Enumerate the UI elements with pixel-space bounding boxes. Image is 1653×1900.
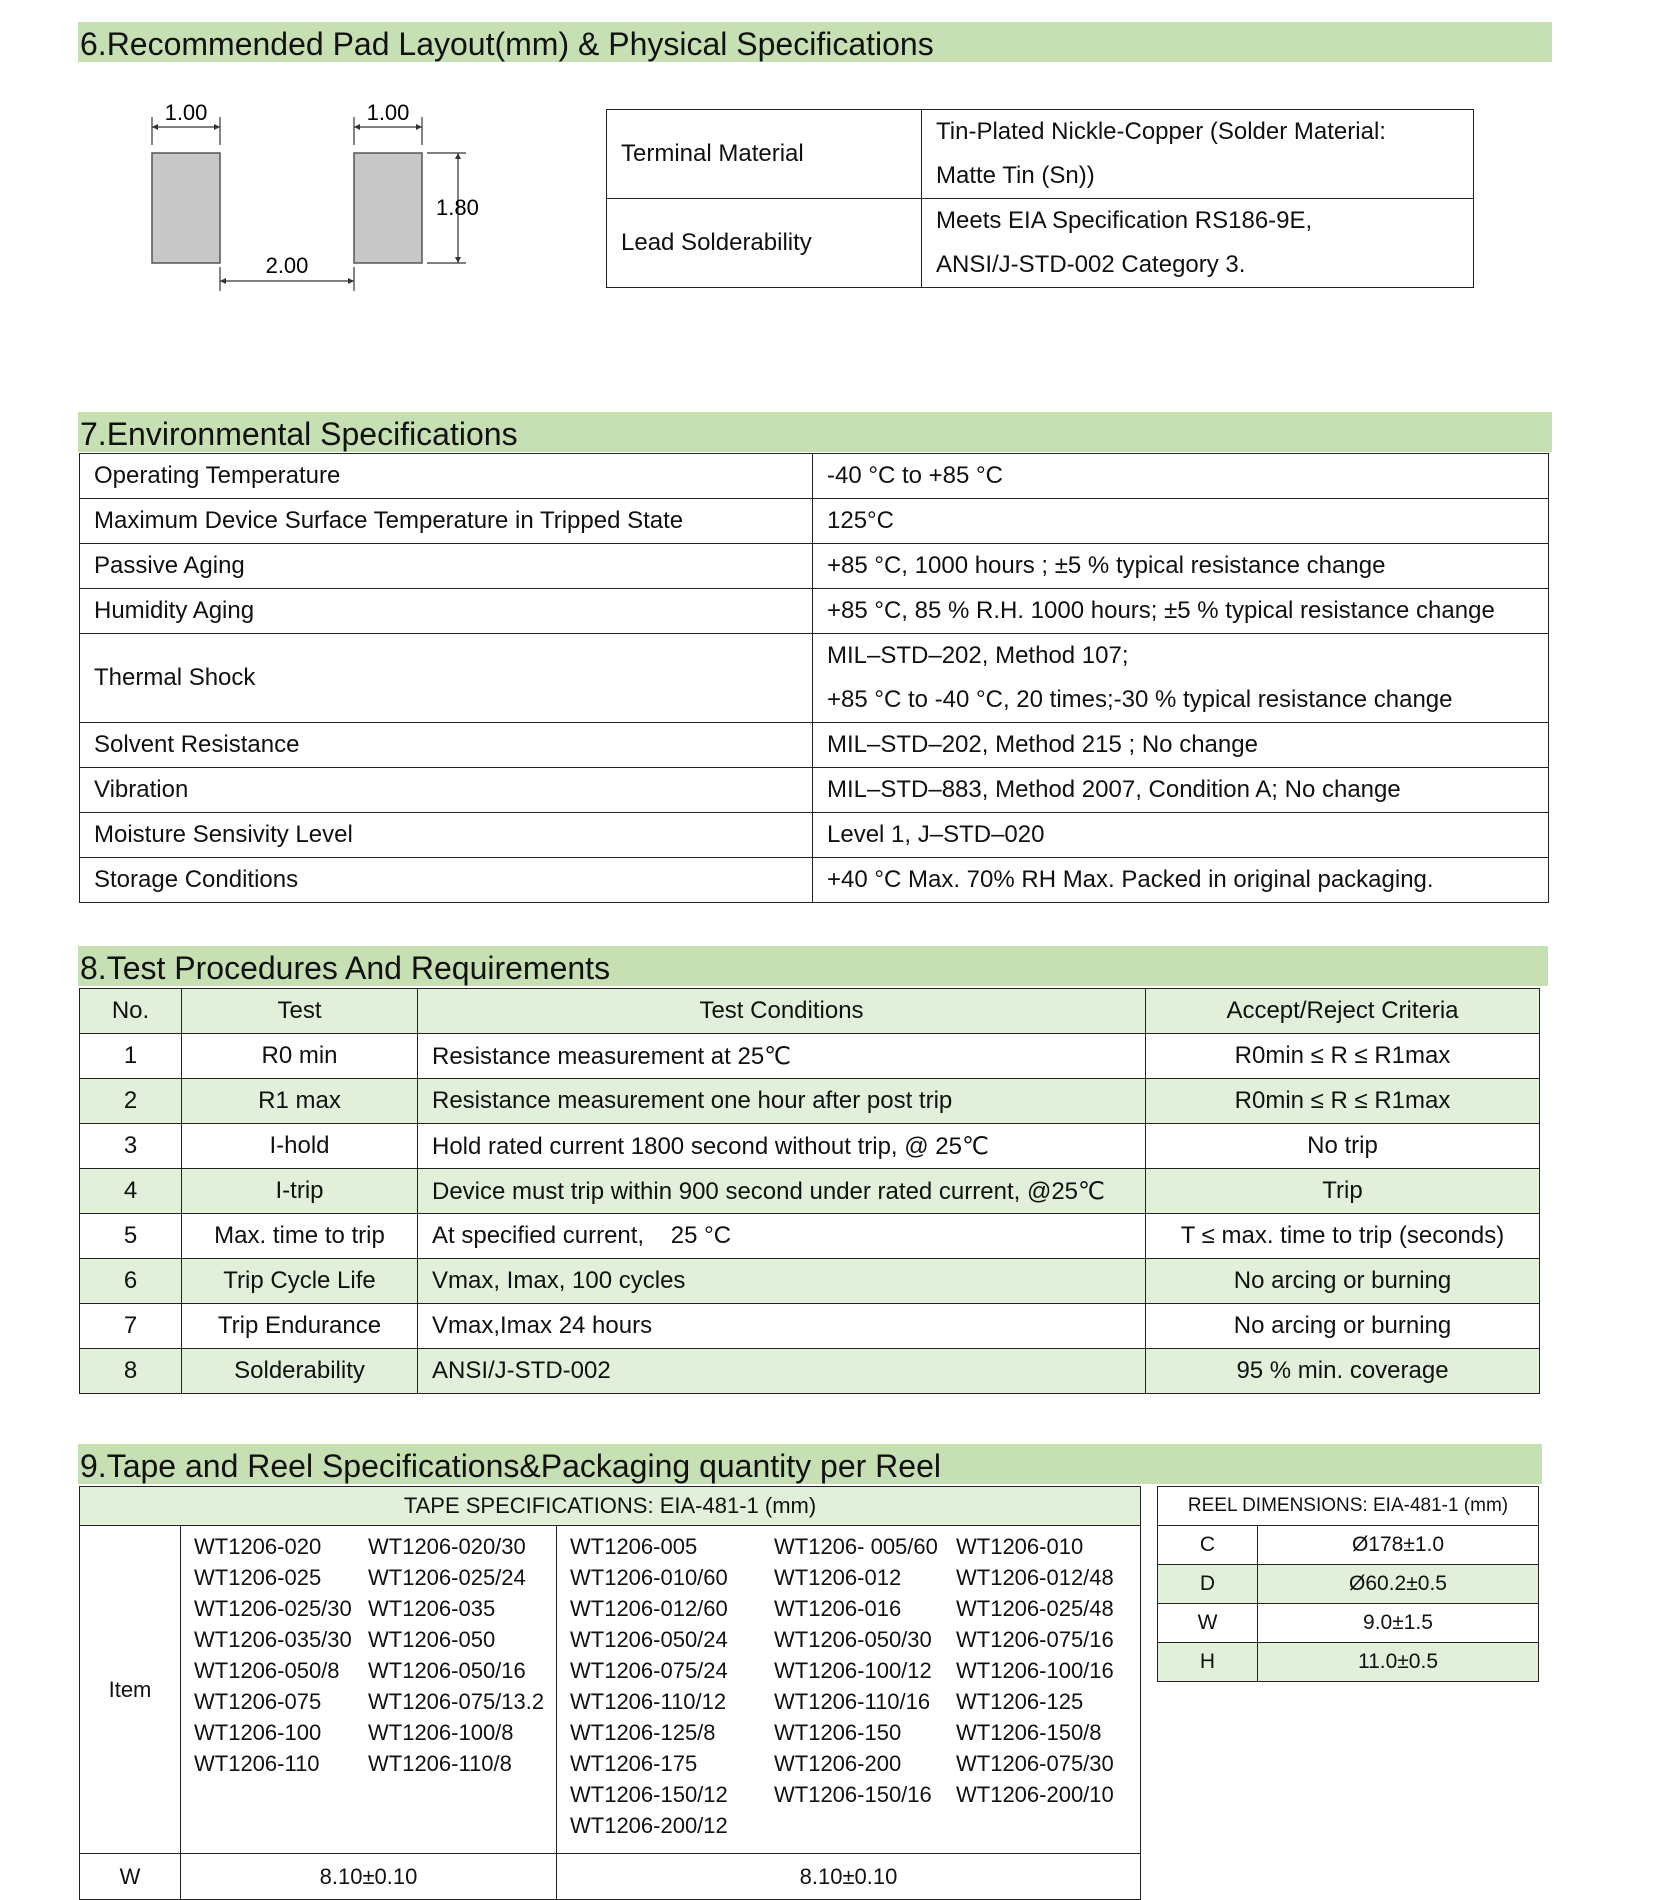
pad-height-label: 1.80 — [436, 195, 479, 220]
cell-test: Solderability — [182, 1349, 418, 1394]
cell-no: 6 — [80, 1259, 182, 1304]
cell-criteria: R0min ≤ R ≤ R1max — [1146, 1034, 1540, 1079]
reel-dim-key: C — [1158, 1526, 1258, 1565]
part-number: WT1206-075/30 — [956, 1751, 1114, 1776]
table-row — [80, 499, 1549, 544]
env-label: Storage Conditions — [80, 858, 813, 903]
env-label: Humidity Aging — [80, 589, 813, 634]
item-label: Item — [80, 1526, 181, 1854]
part-number: WT1206-075/16 — [956, 1627, 1114, 1652]
part-number: WT1206-050/8 — [194, 1658, 340, 1683]
section-8-title: 8.Test Procedures And Requirements — [78, 946, 1548, 986]
part-number: WT1206-175 — [570, 1751, 698, 1776]
table-row — [80, 768, 1549, 813]
col-header-test: Test — [182, 989, 418, 1034]
part-number — [774, 1810, 956, 1841]
part-number: WT1206-005 — [570, 1534, 698, 1559]
part-number: WT1206-110/12 — [570, 1689, 727, 1714]
cell-conditions: Vmax,Imax 24 hours — [418, 1304, 1146, 1349]
table-row — [1158, 1526, 1539, 1565]
table-header-row — [80, 1487, 1141, 1526]
env-label: Solvent Resistance — [80, 723, 813, 768]
part-number: WT1206-150/16 — [774, 1782, 932, 1807]
reel-dim-key: D — [1158, 1565, 1258, 1604]
test-procedures-table — [79, 988, 1540, 1394]
table-header-row — [80, 989, 1540, 1034]
cell-criteria: No arcing or burning — [1146, 1259, 1540, 1304]
table-row — [607, 199, 1474, 288]
spec-value-line: Matte Tin (Sn)) — [936, 162, 1095, 189]
env-value: +40 °C Max. 70% RH Max. Packed in original packaging. — [813, 858, 1549, 903]
part-number: WT1206- 005/60 — [774, 1534, 938, 1559]
env-value: Level 1, J–STD–020 — [813, 813, 1549, 858]
part-number: WT1206-110/16 — [774, 1689, 931, 1714]
cell-no: 4 — [80, 1169, 182, 1214]
part-number: WT1206-200/10 — [956, 1782, 1114, 1807]
part-number — [956, 1810, 1126, 1841]
left-pad — [152, 153, 220, 263]
part-number: WT1206-050 — [368, 1627, 496, 1652]
right-pad — [354, 153, 422, 263]
col-header-no: No. — [80, 989, 182, 1034]
cell-no: 3 — [80, 1124, 182, 1169]
pad-width-left-label: 1.00 — [164, 100, 208, 125]
part-number: WT1206-012 — [774, 1565, 902, 1590]
item-list-right — [557, 1526, 1141, 1854]
part-number: WT1206-020/30 — [368, 1534, 526, 1559]
part-number: WT1206-050/16 — [368, 1658, 526, 1683]
cell-no: 7 — [80, 1304, 182, 1349]
env-label: Operating Temperature — [80, 454, 813, 499]
cell-test: I-hold — [182, 1124, 418, 1169]
cell-conditions: At specified current, 25 °C — [418, 1214, 1146, 1259]
reel-header: REEL DIMENSIONS: EIA-481-1 (mm) — [1158, 1487, 1539, 1526]
table-row — [607, 110, 1474, 199]
table-header-row — [1158, 1487, 1539, 1526]
env-value: MIL–STD–883, Method 2007, Condition A; No change — [813, 768, 1549, 813]
part-number: WT1206-100/12 — [774, 1658, 932, 1683]
part-number: WT1206-200/12 — [570, 1813, 728, 1838]
part-number: WT1206-050/30 — [774, 1627, 932, 1652]
tape-spec-table — [79, 1486, 1141, 1900]
table-row — [80, 1079, 1540, 1124]
section-7-title: 7.Environmental Specifications — [78, 412, 1552, 452]
cell-test: Trip Cycle Life — [182, 1259, 418, 1304]
reel-dim-value: Ø178±1.0 — [1258, 1526, 1539, 1565]
cell-no: 8 — [80, 1349, 182, 1394]
section-9-title: 9.Tape and Reel Specifications&Packaging quantity per Reel — [78, 1444, 1542, 1484]
env-value: +85 °C, 85 % R.H. 1000 hours; ±5 % typical resistance change — [813, 589, 1549, 634]
cell-test: R0 min — [182, 1034, 418, 1079]
cell-criteria: Trip — [1146, 1169, 1540, 1214]
table-row — [80, 454, 1549, 499]
part-number: WT1206-110/8 — [368, 1751, 512, 1776]
env-label: Vibration — [80, 768, 813, 813]
part-number: WT1206-012/60 — [570, 1596, 728, 1621]
table-row — [80, 1214, 1540, 1259]
table-row — [80, 813, 1549, 858]
cell-criteria: R0min ≤ R ≤ R1max — [1146, 1079, 1540, 1124]
table-row — [80, 589, 1549, 634]
table-row — [80, 1034, 1540, 1079]
part-number: WT1206-125/8 — [570, 1720, 716, 1745]
pad-layout-diagram — [140, 95, 480, 295]
part-number: WT1206-025 — [194, 1565, 322, 1590]
pad-gap-label: 2.00 — [265, 253, 309, 278]
cell-test: I-trip — [182, 1169, 418, 1214]
env-label: Passive Aging — [80, 544, 813, 589]
cell-test: Trip Endurance — [182, 1304, 418, 1349]
cell-criteria: T ≤ max. time to trip (seconds) — [1146, 1214, 1540, 1259]
cell-criteria: 95 % min. coverage — [1146, 1349, 1540, 1394]
part-number: WT1206-025/24 — [368, 1565, 526, 1590]
cell-no: 2 — [80, 1079, 182, 1124]
cell-test: R1 max — [182, 1079, 418, 1124]
part-number: WT1206-200 — [774, 1751, 902, 1776]
spec-value-line: Tin-Plated Nickle-Copper (Solder Material: — [936, 118, 1386, 145]
reel-dim-value: 9.0±1.5 — [1258, 1604, 1539, 1643]
reel-dimensions-table — [1157, 1486, 1539, 1682]
spec-label: Terminal Material — [607, 110, 922, 199]
environmental-spec-table — [79, 453, 1549, 903]
table-row — [1158, 1643, 1539, 1682]
w-label: W — [80, 1854, 181, 1900]
spec-label: Lead Solderability — [607, 199, 922, 288]
col-header-conditions: Test Conditions — [418, 989, 1146, 1034]
part-number: WT1206-010 — [956, 1534, 1084, 1559]
env-label: Moisture Sensivity Level — [80, 813, 813, 858]
part-number: WT1206-150/12 — [570, 1782, 728, 1807]
env-value: 125°C — [813, 499, 1549, 544]
tape-header: TAPE SPECIFICATIONS: EIA-481-1 (mm) — [80, 1487, 1141, 1526]
item-list-left — [181, 1526, 557, 1854]
part-number: WT1206-110 — [194, 1751, 320, 1776]
part-number: WT1206-150/8 — [956, 1720, 1102, 1745]
env-label: Maximum Device Surface Temperature in Tripped State — [80, 499, 813, 544]
cell-conditions: ANSI/J-STD-002 — [418, 1349, 1146, 1394]
table-row — [80, 544, 1549, 589]
table-row — [80, 723, 1549, 768]
cell-conditions: Hold rated current 1800 second without trip, @ 25℃ — [418, 1124, 1146, 1169]
reel-dim-key: W — [1158, 1604, 1258, 1643]
part-number: WT1206-035/30 — [194, 1627, 352, 1652]
env-value-line: MIL–STD–202, Method 107; — [827, 642, 1129, 669]
cell-conditions: Device must trip within 900 second under rated current, @25℃ — [418, 1169, 1146, 1214]
cell-conditions: Resistance measurement one hour after post trip — [418, 1079, 1146, 1124]
col-header-criteria: Accept/Reject Criteria — [1146, 989, 1540, 1034]
part-number: WT1206-125 — [956, 1689, 1084, 1714]
part-number: WT1206-012/48 — [956, 1565, 1114, 1590]
table-row — [80, 858, 1549, 903]
cell-no: 1 — [80, 1034, 182, 1079]
part-number: WT1206-010/60 — [570, 1565, 728, 1590]
reel-dim-value: 11.0±0.5 — [1258, 1643, 1539, 1682]
reel-dim-key: H — [1158, 1643, 1258, 1682]
cell-criteria: No trip — [1146, 1124, 1540, 1169]
part-number: WT1206-025/48 — [956, 1596, 1114, 1621]
env-value: -40 °C to +85 °C — [813, 454, 1549, 499]
part-number: WT1206-035 — [368, 1596, 496, 1621]
table-row — [1158, 1604, 1539, 1643]
w-value-left: 8.10±0.10 — [181, 1854, 557, 1900]
part-number: WT1206-025/30 — [194, 1596, 352, 1621]
part-number: WT1206-100/16 — [956, 1658, 1114, 1683]
cell-no: 5 — [80, 1214, 182, 1259]
section-6-title: 6.Recommended Pad Layout(mm) & Physical Specifications — [78, 22, 1552, 62]
table-row — [1158, 1565, 1539, 1604]
table-row — [80, 1169, 1540, 1214]
part-number: WT1206-016 — [774, 1596, 902, 1621]
part-number: WT1206-075/13.2 — [368, 1689, 545, 1714]
spec-value-line: ANSI/J-STD-002 Category 3. — [936, 251, 1246, 278]
cell-conditions: Resistance measurement at 25℃ — [418, 1034, 1146, 1079]
table-row — [80, 1526, 1141, 1854]
env-label: Thermal Shock — [80, 634, 813, 723]
table-row — [80, 1124, 1540, 1169]
env-value-line: +85 °C to -40 °C, 20 times;-30 % typical resistance change — [827, 686, 1453, 713]
env-value: +85 °C, 1000 hours ; ±5 % typical resistance change — [813, 544, 1549, 589]
env-value: MIL–STD–202, Method 215 ; No change — [813, 723, 1549, 768]
part-number: WT1206-075/24 — [570, 1658, 728, 1683]
spec-value — [922, 199, 1474, 288]
table-row — [80, 1854, 1141, 1900]
reel-dim-value: Ø60.2±0.5 — [1258, 1565, 1539, 1604]
cell-criteria: No arcing or burning — [1146, 1304, 1540, 1349]
spec-value-line: Meets EIA Specification RS186-9E, — [936, 207, 1313, 234]
w-value-right: 8.10±0.10 — [557, 1854, 1141, 1900]
part-number: WT1206-100/8 — [368, 1720, 514, 1745]
table-row — [80, 1349, 1540, 1394]
physical-spec-table — [606, 109, 1474, 288]
env-value — [813, 634, 1549, 723]
table-row — [80, 634, 1549, 723]
pad-width-right-label: 1.00 — [366, 100, 410, 125]
part-number: WT1206-150 — [774, 1720, 902, 1745]
cell-test: Max. time to trip — [182, 1214, 418, 1259]
part-number: WT1206-100 — [194, 1720, 322, 1745]
part-number: WT1206-050/24 — [570, 1627, 728, 1652]
part-number: WT1206-020 — [194, 1534, 322, 1559]
table-row — [80, 1304, 1540, 1349]
table-row — [80, 1259, 1540, 1304]
part-number: WT1206-075 — [194, 1689, 322, 1714]
cell-conditions: Vmax, Imax, 100 cycles — [418, 1259, 1146, 1304]
spec-value — [922, 110, 1474, 199]
